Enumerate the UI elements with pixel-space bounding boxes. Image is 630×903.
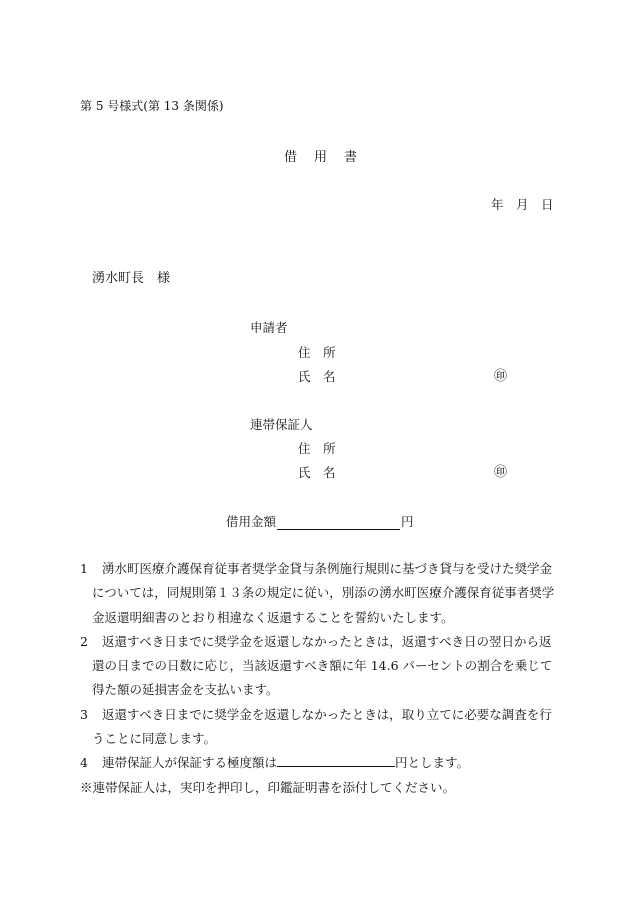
applicant-seal-mark: ㊞ — [494, 369, 508, 384]
date-line: 年 月 日 — [491, 197, 554, 212]
clauses-section — [80, 557, 558, 800]
clause-text-after: 円とします。 — [395, 755, 470, 771]
applicant-address-label: 住 所 — [298, 345, 336, 360]
guarantor-label: 連帯保証人 — [250, 417, 313, 432]
clause-text: 返還すべき日までに奨学金を返還しなかったときは，取り立てに必要な調査を行うことに同意します。 — [92, 706, 552, 747]
clause-number: 1 — [80, 561, 88, 576]
loan-amount-unit: 円 — [401, 514, 414, 529]
clause-text: 返還すべき日までに奨学金を返還しなかったときは，返還すべき日の翌日から返還の日までの日数に応じ，当該返還すべき額に年 14.6 パーセントの割合を乗じて得た額の延損害金を支払います。 — [92, 633, 553, 698]
clause-3 — [80, 703, 558, 752]
document-title: 借 用 書 — [284, 150, 360, 165]
footnote: ※連帯保証人は，実印を押印し，印鑑証明書を添付してください。 — [80, 779, 456, 795]
form-number: 第 5 号様式(第 13 条関係) — [80, 99, 224, 113]
guarantor-address-label: 住 所 — [298, 441, 336, 456]
applicant-name-label: 氏 名 — [298, 369, 336, 384]
guarantor-seal-mark: ㊞ — [494, 465, 508, 480]
loan-amount-label: 借用金額 — [226, 514, 277, 529]
clause-number: 2 — [80, 633, 88, 649]
clause-2 — [80, 630, 558, 703]
loan-amount-blank — [277, 515, 400, 530]
applicant-label: 申請者 — [250, 320, 288, 335]
addressee: 湧水町長 様 — [92, 271, 171, 286]
clause-text-before: 連帯保証人が保証する極度額は — [102, 755, 278, 771]
guarantee-limit-blank — [277, 754, 395, 767]
clause-text: 湧水町医療介護保育従事者奨学金貸与条例施行規則に基づき貸与を受けた奨学金については，同規則第１３条の規定に従い，別添の湧水町医療介護保育従事者奨学金返還明細書のとおり相違なく返還することを誓約いたします。 — [92, 561, 555, 625]
clause-number: 3 — [80, 706, 88, 722]
loan-amount-row — [226, 514, 414, 530]
guarantor-name-label: 氏 名 — [298, 465, 336, 480]
clause-1 — [80, 557, 558, 630]
clause-number: 4 — [80, 755, 88, 771]
clause-4 — [80, 751, 558, 775]
